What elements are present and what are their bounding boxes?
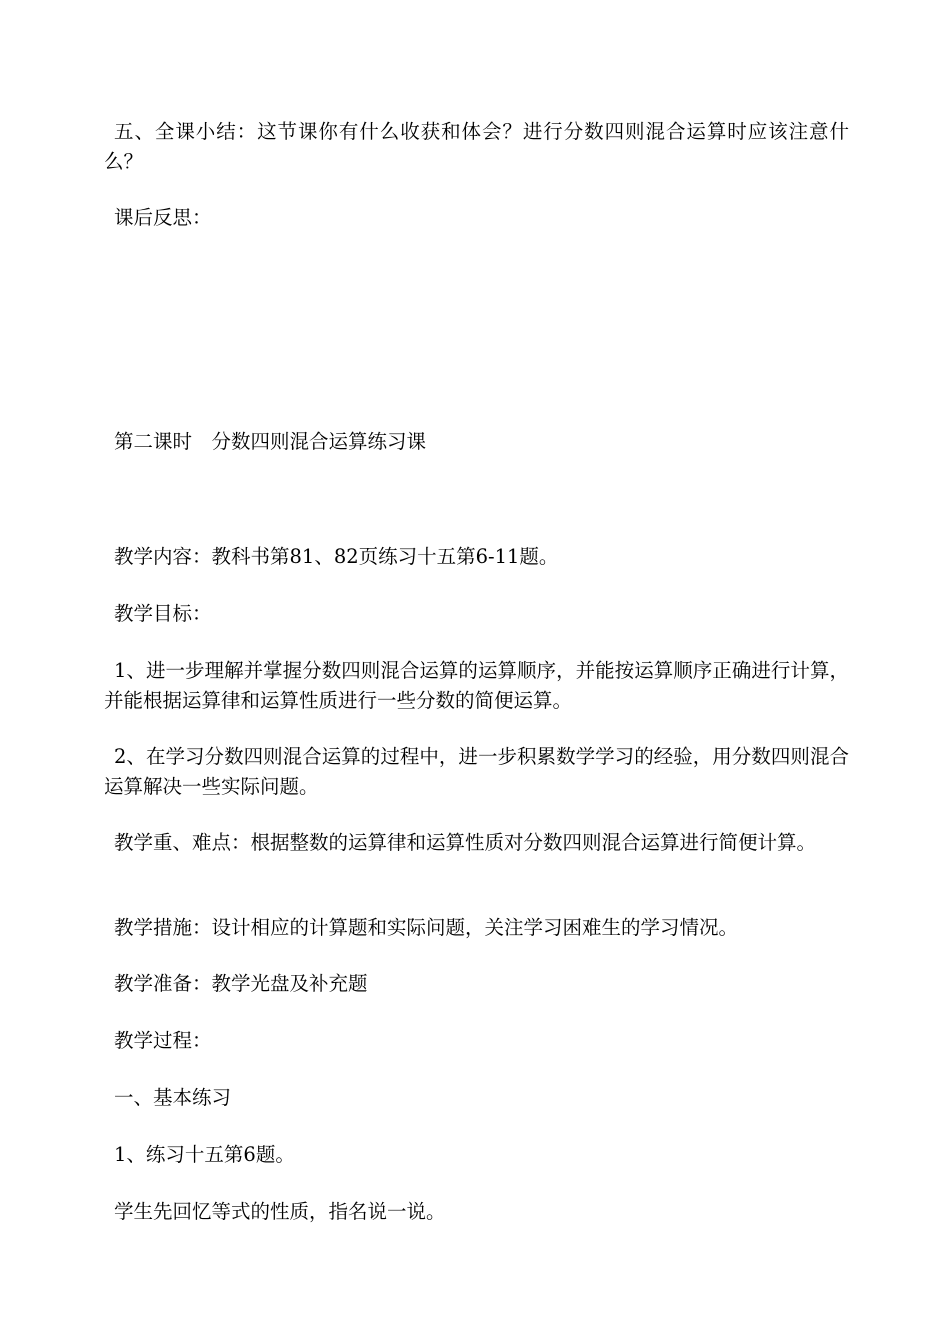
teaching-measures: 教学措施：设计相应的计算题和实际问题，关注学习困难生的学习情况。 [114,916,739,939]
teaching-process-label: 教学过程： [114,1029,212,1052]
summary-paragraph: 五、全课小结：这节课你有什么收获和体会？进行分数四则混合运算时应该注意什么？ [104,120,849,173]
section-basic-practice: 一、基本练习 [114,1086,232,1109]
student-activity: 学生先回忆等式的性质，指名说一说。 [114,1200,446,1223]
goal-item-2: 2、在学习分数四则混合运算的过程中，进一步积累数学学习的经验，用分数四则混合运算解决一些实际问题。 [104,745,849,798]
lesson-title: 第二课时 分数四则混合运算练习课 [114,430,427,453]
exercise-item-1: 1、练习十五第6题。 [114,1143,295,1166]
key-difficult-points: 教学重、难点：根据整数的运算律和运算性质对分数四则混合运算进行简便计算。 [114,831,817,854]
reflection-label: 课后反思： [114,206,212,229]
teaching-preparation: 教学准备：教学光盘及补充题 [114,972,368,995]
teaching-content: 教学内容：教科书第81、82页练习十五第6-11题。 [114,545,559,568]
goal-item-1: 1、进一步理解并掌握分数四则混合运算的运算顺序，并能按运算顺序正确进行计算，并能根据运算律和运算性质进行一些分数的简便运算。 [104,659,849,712]
teaching-goals-label: 教学目标： [114,602,212,625]
